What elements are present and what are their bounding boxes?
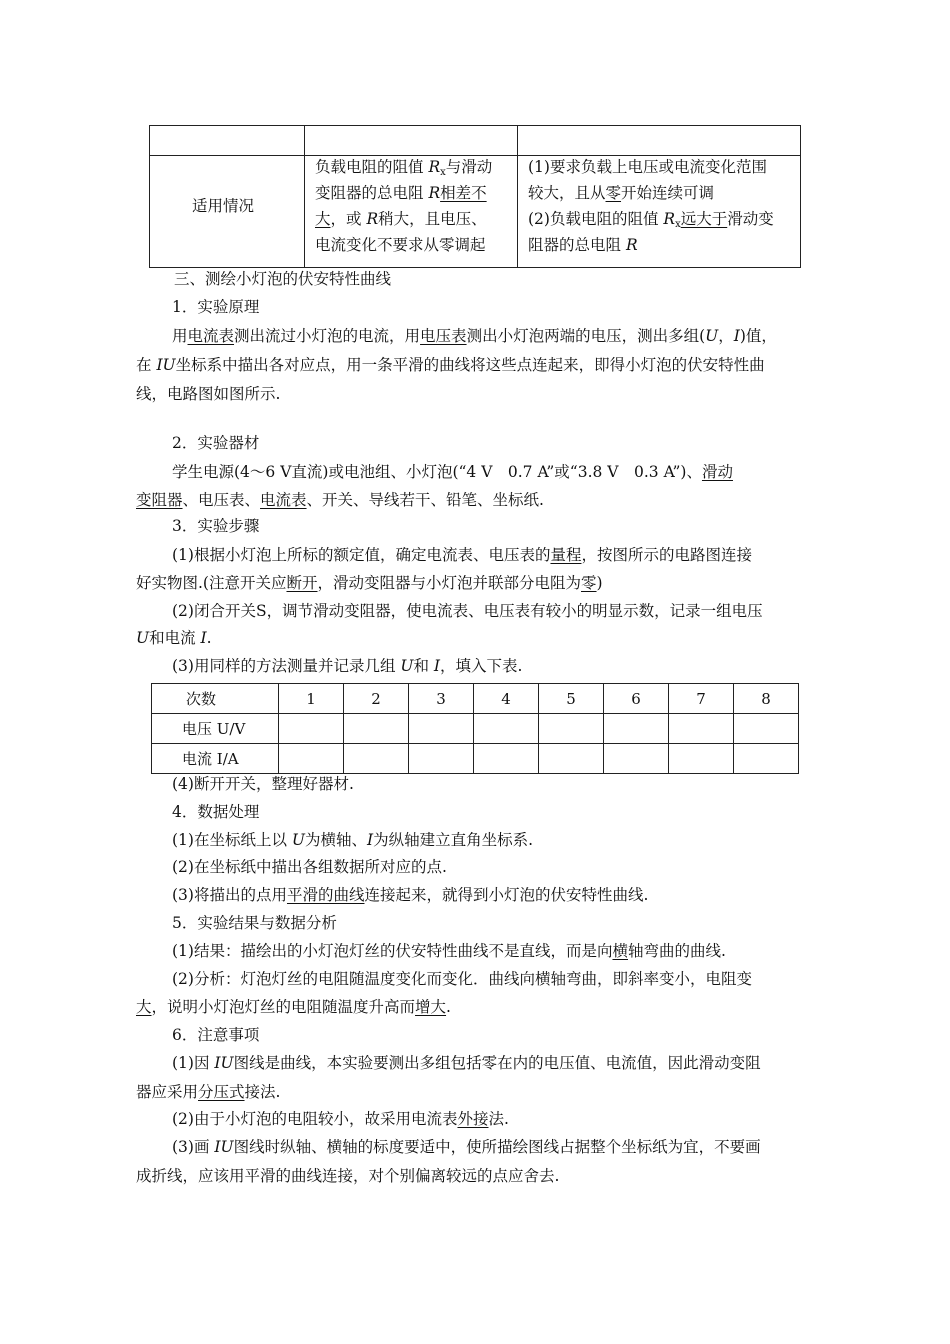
paragraph-line: 学生电源(4～6 V直流)或电池组、小灯泡(“4 V 0.7 A”或“3.8 V 0.3 A”)、滑动 bbox=[172, 463, 733, 481]
table-cell bbox=[734, 744, 799, 774]
paragraph-line: 用电流表测出流过小灯泡的电流，用电压表测出小灯泡两端的电压，测出多组(U，I)值， bbox=[172, 327, 777, 345]
paragraph-line: (1)因 IU图线是曲线，本实验要测出多组包括零在内的电压值、电流值，因此滑动变阻 bbox=[172, 1054, 761, 1072]
table-header-cell: 4 bbox=[474, 684, 539, 714]
table-cell bbox=[344, 744, 409, 774]
paragraph-line: 器应采用分压式接法. bbox=[136, 1083, 281, 1101]
measurement-table bbox=[151, 683, 799, 774]
table-row bbox=[152, 714, 799, 744]
paragraph-line: (2)闭合开关S，调节滑动变阻器，使电流表、电压表有较小的明显示数，记录一组电压 bbox=[172, 602, 763, 620]
paragraph-line: (1)根据小灯泡上所标的额定值，确定电流表、电压表的量程，按图所示的电路图连接 bbox=[172, 546, 752, 564]
table-cell bbox=[604, 744, 669, 774]
cell-line: 较大，且从零开始连续可调 bbox=[528, 184, 715, 202]
table-cell bbox=[539, 744, 604, 774]
paragraph-line: (4)断开开关，整理好器材. bbox=[172, 775, 354, 793]
table-header-cell: 7 bbox=[669, 684, 734, 714]
table-cell bbox=[279, 714, 344, 744]
table-cell bbox=[474, 714, 539, 744]
paragraph-line: 成折线，应该用平滑的曲线连接，对个别偏离较远的点应舍去. bbox=[136, 1167, 560, 1185]
paragraph-line: (1)在坐标纸上以 U为横轴、I为纵轴建立直角坐标系. bbox=[172, 831, 534, 849]
table-cell bbox=[539, 714, 604, 744]
table-header-cell: 3 bbox=[409, 684, 474, 714]
table-header-cell: 8 bbox=[734, 684, 799, 714]
paragraph-line: (3)将描出的点用平滑的曲线连接起来，就得到小灯泡的伏安特性曲线. bbox=[172, 886, 649, 904]
table-cell bbox=[669, 714, 734, 744]
comparison-table bbox=[149, 125, 801, 268]
cell-line: 负载电阻的阻值 $R_x$与滑动 bbox=[315, 158, 493, 178]
row-label: 适用情况 bbox=[192, 197, 255, 215]
section-title: 三、测绘小灯泡的伏安特性曲线 bbox=[174, 270, 392, 288]
table-header-cell: 2 bbox=[344, 684, 409, 714]
paragraph-line: (3)画 IU图线时纵轴、横轴的标度要适中，使所描绘图线占据整个坐标纸为宜，不要画 bbox=[172, 1138, 761, 1156]
table-cell bbox=[669, 744, 734, 774]
row-label-voltage: 电压 U/V bbox=[152, 714, 279, 744]
heading-data-processing: 4．数据处理 bbox=[172, 803, 260, 821]
paragraph-line: 在 IU坐标系中描出各对应点，用一条平滑的曲线将这些点连起来，即得小灯泡的伏安特性曲 bbox=[136, 356, 765, 374]
heading-steps: 3．实验步骤 bbox=[172, 517, 260, 535]
cell-line: 大，或 R稍大，且电压、 bbox=[315, 210, 487, 228]
paragraph-line: 好实物图.(注意开关应断开，滑动变阻器与小灯泡并联部分电阻为零) bbox=[136, 574, 603, 592]
table-cell bbox=[604, 714, 669, 744]
heading-results: 5．实验结果与数据分析 bbox=[172, 914, 337, 932]
table-cell bbox=[279, 744, 344, 774]
table-cell bbox=[474, 744, 539, 774]
cell-voltage-limiting bbox=[315, 154, 492, 258]
table-divider bbox=[517, 126, 518, 267]
cell-line: 电流变化不要求从零调起 bbox=[315, 236, 486, 254]
heading-equipment: 2．实验器材 bbox=[172, 434, 260, 452]
table-cell bbox=[734, 714, 799, 744]
cell-line: (1)要求负载上电压或电流变化范围 bbox=[528, 158, 767, 176]
cell-line: 阻器的总电阻 R bbox=[528, 236, 638, 254]
cell-line: 变阻器的总电阻 R相差不 bbox=[315, 184, 487, 202]
paragraph-line: 线，电路图如图所示. bbox=[136, 385, 281, 403]
table-header-cell: 5 bbox=[539, 684, 604, 714]
paragraph-line: (2)分析：灯泡灯丝的电阻随温度变化而变化．曲线向横轴弯曲，即斜率变小，电阻变 bbox=[172, 970, 752, 988]
paragraph-line: (3)用同样的方法测量并记录几组 U和 I，填入下表. bbox=[172, 657, 523, 675]
table-header-cell: 6 bbox=[604, 684, 669, 714]
paragraph-line: U和电流 I. bbox=[136, 629, 212, 647]
paragraph-line: (1)结果：描绘出的小灯泡灯丝的伏安特性曲线不是直线，而是向横轴弯曲的曲线. bbox=[172, 942, 726, 960]
table-row bbox=[152, 684, 799, 714]
table-row bbox=[152, 744, 799, 774]
table-cell bbox=[409, 744, 474, 774]
paragraph-line: 大，说明小灯泡灯丝的电阻随温度升高而增大. bbox=[136, 998, 451, 1016]
table-header-cell: 次数 bbox=[152, 684, 279, 714]
table-header-cell: 1 bbox=[279, 684, 344, 714]
heading-notes: 6．注意事项 bbox=[172, 1026, 260, 1044]
table-divider bbox=[304, 126, 305, 267]
cell-line: (2)负载电阻的阻值 $R_x$远大于滑动变 bbox=[528, 210, 774, 230]
table-cell bbox=[409, 714, 474, 744]
paragraph-line: 变阻器、电压表、电流表、开关、导线若干、铅笔、坐标纸. bbox=[136, 491, 544, 509]
heading-principle: 1．实验原理 bbox=[172, 298, 260, 316]
paragraph-line: (2)在坐标纸中描出各组数据所对应的点. bbox=[172, 858, 447, 876]
cell-voltage-divider bbox=[528, 154, 774, 258]
paragraph-line: (2)由于小灯泡的电阻较小，故采用电流表外接法. bbox=[172, 1110, 509, 1128]
table-cell bbox=[344, 714, 409, 744]
row-label-current: 电流 I/A bbox=[152, 744, 279, 774]
